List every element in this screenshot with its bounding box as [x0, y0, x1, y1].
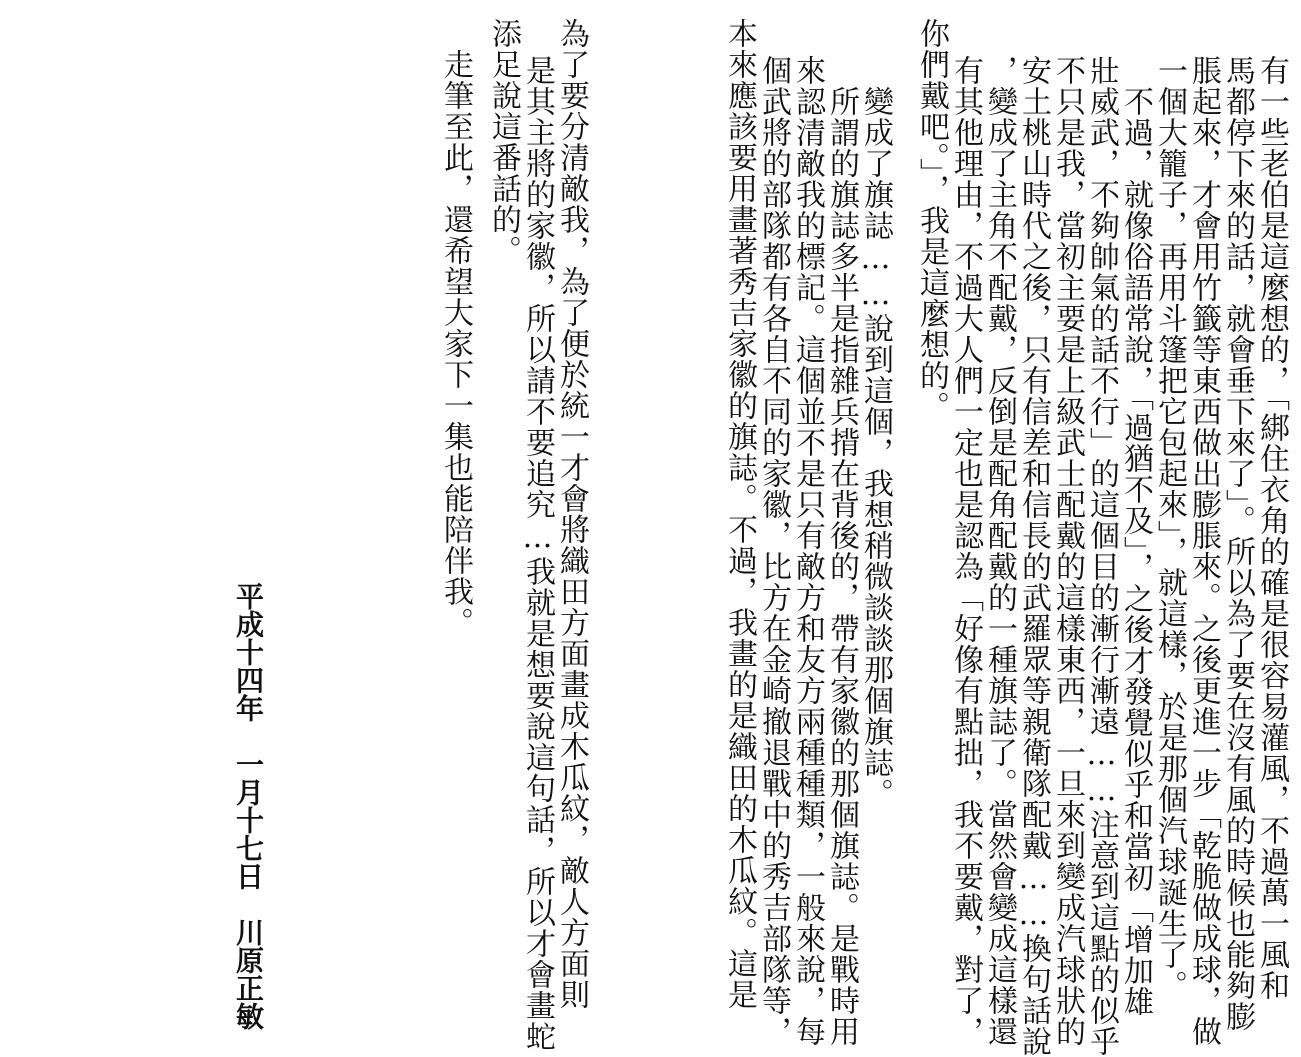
text-column-3: 脹起來，才會用竹籤等東西做出膨脹來。之後更進一步「乾脆做成球，做 — [1186, 55, 1221, 1047]
text-column-12: 變成了旗誌……說到這個，我想稍微談談那個旗誌。 — [858, 55, 893, 809]
text-column-14: 來認清敵我的標記。這個並不是只有敵方和友方兩種種類，一般來說，每 — [790, 55, 825, 1047]
text-column-13: 所謂的旗誌多半是指雜兵揹在背後的，帶有家徽的那個旗誌。是戰時用 — [824, 55, 859, 1047]
text-column-6: 壯威武，不夠帥氣的話不行」的這個目的漸行漸遠……注意到這點的似乎 — [1084, 55, 1119, 1057]
text-column-10: 有其他理由，不過大人們一定也是認為「好像有點拙，我不要戴，對了， — [948, 55, 983, 1047]
text-column-19: 添足說這番話的。 — [486, 18, 521, 266]
text-column-8: 安土桃山時代之後，只有信差和信長的武羅眾等親衛隊配戴……換句話說 — [1016, 55, 1051, 1057]
text-column-11: 你們戴吧。」，我是這麼想的。 — [914, 18, 949, 422]
text-column-15: 個武將的部隊都有各自不同的家徽，比方在金崎撤退戰中的秀吉部隊等， — [756, 55, 791, 1047]
text-column-4: 一個大籠子，再用斗篷把它包起來」，就這樣，於是那個汽球誕生了。 — [1152, 55, 1187, 1001]
text-column-16: 本來應該要用畫著秀吉家徽的旗誌。不過，我畫的是織田的木瓜紋。這是 — [722, 18, 757, 1010]
text-column-2: 馬都停下來的話，就會垂下來了」。所以為了要在沒有風的時候也能夠膨 — [1220, 55, 1255, 1032]
text-column-17: 為了要分清敵我，為了便於統一才會將織田方面畫成木瓜紋，敵人方面則 — [554, 18, 589, 1010]
text-column-7: 不只是我，當初主要是上級武士配戴的這樣東西，一旦來到變成汽球狀的 — [1050, 55, 1085, 1047]
text-column-20: 走筆至此，還希望大家下一集也能陪伴我。 — [438, 18, 473, 638]
text-column-18: 是其主將的家徽，所以請不要追究…我就是想要說這句話，所以才會畫蛇 — [520, 55, 555, 1052]
text-column-9: ，變成了主角不配戴，反倒是配角配戴的一種旗誌了。當然會變成這樣還 — [982, 55, 1017, 1047]
text-column-5: 不過，就像俗語常說，「過猶不及」，之後才發覺似乎和當初「增加雄 — [1118, 55, 1153, 1017]
text-column-1: 有一些老伯是這麼想的，「綁住衣角的確是很容易灌風，不過萬一風和 — [1254, 55, 1289, 1001]
date-signature: 平成十四年 一月十七日 川原正敏 — [232, 582, 265, 1030]
